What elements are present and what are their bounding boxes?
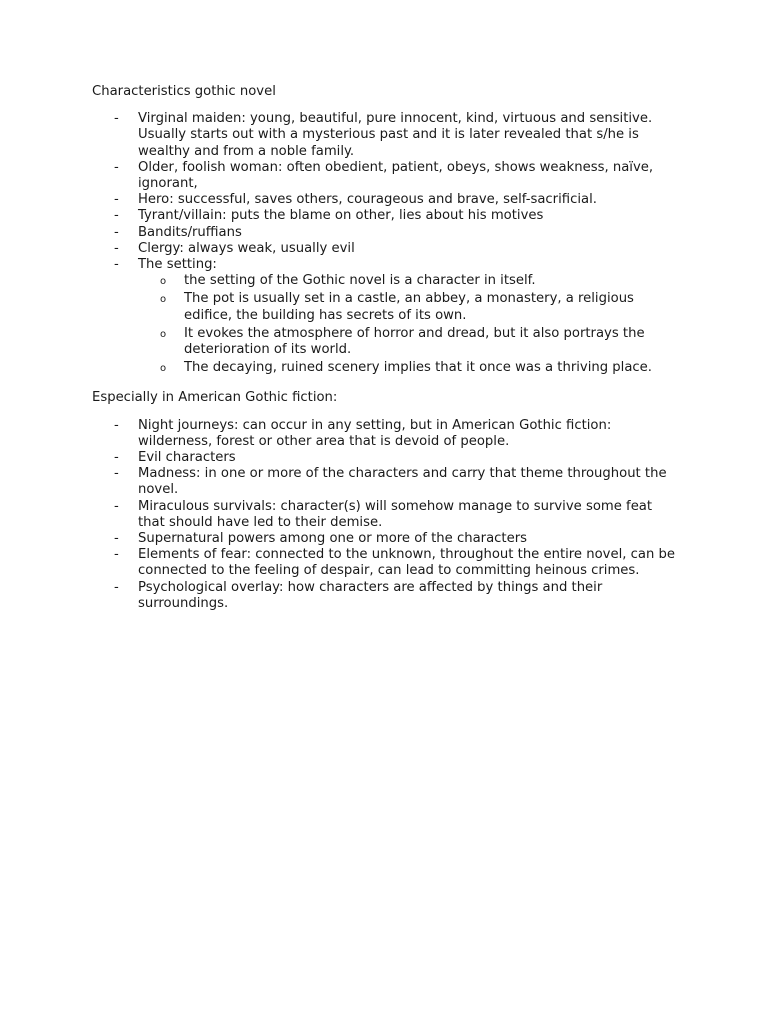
list-item-text: Miraculous survivals: character(s) will somehow manage to survive some feat that should have led to their demise.: [138, 498, 653, 530]
dash-bullet: -: [114, 579, 119, 595]
setting-sublist: [138, 273, 682, 376]
list-item-text: Supernatural powers among one or more of the characters: [138, 531, 527, 547]
list-item-text: Older, foolish woman: often obedient, patient, obeys, shows weakness, naïve, ignorant,: [138, 159, 654, 192]
sublist-item: [138, 326, 682, 358]
circle-bullet: o: [160, 294, 167, 306]
sublist-item: [138, 291, 682, 323]
dash-bullet: -: [114, 531, 119, 547]
document-body: [92, 84, 682, 612]
list-item: [92, 160, 682, 192]
sublist-item-text: It evokes the atmosphere of horror and dread, but it also portrays the deterioration of its world.: [184, 325, 645, 358]
list-item-text: Bandits/ruffians: [138, 224, 242, 240]
sublist-item-text: the setting of the Gothic novel is a character in itself.: [184, 273, 536, 289]
dash-bullet: -: [114, 547, 119, 563]
dash-bullet: -: [114, 159, 119, 175]
list-item: [92, 241, 682, 257]
list-item-text: Tyrant/villain: puts the blame on other, lies about his motives: [138, 208, 544, 224]
list-item-text: Hero: successful, saves others, courageous and brave, self-sacrificial.: [138, 192, 597, 208]
characteristics-list: [92, 111, 682, 376]
circle-bullet: o: [160, 363, 167, 375]
list-item: [92, 450, 682, 466]
dash-bullet: -: [114, 208, 119, 224]
section-heading: Especially in American Gothic fiction:: [92, 390, 338, 406]
page-heading: Characteristics gothic novel: [92, 84, 276, 99]
dash-bullet: -: [114, 498, 119, 514]
list-item-text: Virginal maiden: young, beautiful, pure innocent, kind, virtuous and sensitive. Usually starts out with a mysterious past and it is later revealed that s/he is wealthy and from a noble family.: [138, 111, 653, 159]
list-item: [92, 225, 682, 241]
dash-bullet: -: [114, 111, 119, 127]
circle-bullet: o: [160, 328, 167, 340]
dash-bullet: -: [114, 417, 119, 433]
list-item-text: Evil characters: [138, 450, 236, 466]
sublist-item: [138, 273, 682, 289]
sublist-item: [138, 360, 682, 376]
dash-bullet: -: [114, 240, 119, 256]
list-item-text: Clergy: always weak, usually evil: [138, 240, 355, 256]
list-item: [92, 466, 682, 498]
dash-bullet: -: [114, 466, 119, 482]
dash-bullet: -: [114, 450, 119, 466]
list-item-text: The setting:: [138, 257, 217, 273]
dash-bullet: -: [114, 257, 119, 273]
american-gothic-list: [92, 418, 682, 612]
list-item-setting: [92, 257, 682, 376]
list-item-text: Psychological overlay: how characters are affected by things and their surroundings.: [138, 579, 603, 611]
sublist-item-text: The decaying, ruined scenery implies that it once was a thriving place.: [184, 360, 652, 376]
list-item: [92, 418, 682, 450]
list-item-text: Madness: in one or more of the characters and carry that theme throughout the novel.: [138, 466, 667, 498]
list-item: [92, 208, 682, 224]
list-item: [92, 580, 682, 612]
list-item: [92, 111, 682, 160]
dash-bullet: -: [114, 192, 119, 208]
list-item-text: Night journeys: can occur in any setting, but in American Gothic fiction: wilderness, forest or other area that is devoid of people.: [138, 417, 612, 449]
dash-bullet: -: [114, 224, 119, 240]
list-item: [92, 192, 682, 208]
list-item-text: Elements of fear: connected to the unknown, throughout the entire novel, can be connected to the feeling of despair, can lead to committing heinous crimes.: [138, 547, 675, 579]
sublist-item-text: The pot is usually set in a castle, an abbey, a monastery, a religious edifice, the building has secrets of its own.: [184, 291, 634, 323]
list-item: [92, 547, 682, 579]
circle-bullet: o: [160, 276, 167, 288]
list-item: [92, 499, 682, 531]
list-item: [92, 531, 682, 547]
